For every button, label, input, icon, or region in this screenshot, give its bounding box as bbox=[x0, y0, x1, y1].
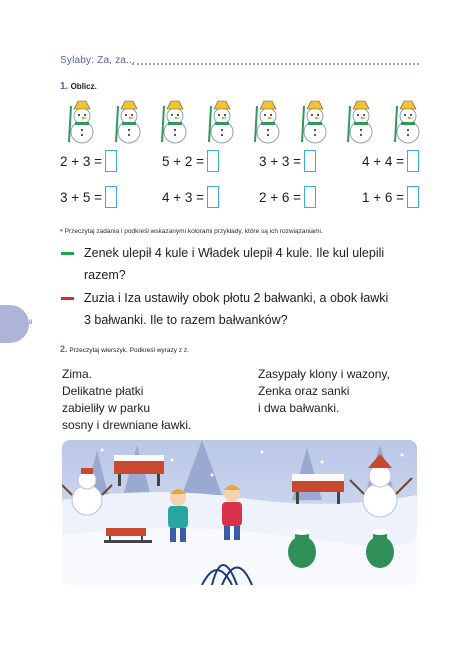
task1-heading bbox=[60, 81, 97, 92]
snowman-icon bbox=[112, 98, 146, 144]
task1-instruction: Oblicz. bbox=[70, 82, 97, 91]
equation-3 bbox=[259, 150, 316, 172]
equation-text: 2 + 6 = bbox=[259, 189, 302, 205]
answer-box[interactable] bbox=[407, 186, 419, 208]
snowman-icon bbox=[205, 98, 239, 144]
task2-instruction: Przeczytaj wierszyk. Podkreśl wyrazy z z. bbox=[69, 347, 189, 354]
snowman-icon bbox=[391, 98, 425, 144]
answer-box[interactable] bbox=[304, 150, 316, 172]
poem-right-column bbox=[258, 366, 390, 417]
snowman-row bbox=[65, 98, 425, 146]
story-1 bbox=[84, 242, 424, 286]
reading-instruction-row bbox=[60, 226, 323, 235]
sled bbox=[104, 528, 152, 543]
red-marker bbox=[61, 297, 74, 300]
page-number: 8 bbox=[29, 320, 33, 326]
equation-text: 3 + 3 = bbox=[259, 153, 302, 169]
equation-4 bbox=[362, 150, 419, 172]
reading-instruction: Przeczytaj zadania i podkreśl wskazanymi kolorami przykłady, które są ich rozwiązaniami. bbox=[64, 228, 323, 235]
poem-line: zabieliły w parku bbox=[62, 401, 151, 415]
story-1-line-1: Zenek ulepił 4 kule i Władek ulepił 4 kule. Ile kul ulepili bbox=[84, 246, 385, 260]
story-2 bbox=[84, 287, 424, 331]
task2-number: 2. bbox=[60, 344, 68, 354]
poem-left-column bbox=[62, 366, 191, 434]
answer-box[interactable] bbox=[304, 186, 316, 208]
title-dotted-line bbox=[132, 63, 419, 65]
equation-1 bbox=[60, 150, 117, 172]
equation-text: 4 + 3 = bbox=[162, 189, 205, 205]
answer-box[interactable] bbox=[207, 186, 219, 208]
poem-line: Delikatne płatki bbox=[62, 384, 144, 398]
equation-text: 5 + 2 = bbox=[162, 153, 205, 169]
task2-heading bbox=[60, 344, 189, 354]
equation-2 bbox=[162, 150, 219, 172]
green-marker bbox=[61, 252, 74, 255]
equation-8 bbox=[362, 186, 419, 208]
poem-line: sosny i drewniane ławki. bbox=[62, 418, 192, 432]
answer-box[interactable] bbox=[105, 186, 117, 208]
poem-line: Zenka oraz sanki bbox=[258, 384, 350, 398]
page-side-tab bbox=[0, 305, 29, 343]
answer-box[interactable] bbox=[407, 150, 419, 172]
winter-park-illustration bbox=[62, 440, 417, 585]
snowman-icon bbox=[65, 98, 99, 144]
story-1-line-2: razem? bbox=[84, 268, 126, 282]
task1-number: 1. bbox=[60, 81, 69, 92]
winter-scene-svg bbox=[62, 440, 417, 585]
equation-6 bbox=[162, 186, 219, 208]
snowman-icon bbox=[251, 98, 285, 144]
equation-text: 2 + 3 = bbox=[60, 153, 103, 169]
section-title: Sylaby: Za, za... bbox=[60, 55, 136, 66]
equation-text: 1 + 6 = bbox=[362, 189, 405, 205]
story-2-line-2: 3 bałwanki. Ile to razem bałwanków? bbox=[84, 313, 288, 327]
answer-box[interactable] bbox=[207, 150, 219, 172]
equation-text: 4 + 4 = bbox=[362, 153, 405, 169]
bullet: • bbox=[60, 226, 63, 235]
poem-line: i dwa bałwanki. bbox=[258, 401, 340, 415]
equation-5 bbox=[60, 186, 117, 208]
snowman-icon bbox=[158, 98, 192, 144]
poem-line: Zima. bbox=[62, 367, 92, 381]
answer-box[interactable] bbox=[105, 150, 117, 172]
snowman-icon bbox=[344, 98, 378, 144]
poem-line: Zasypały klony i wazony, bbox=[258, 367, 390, 381]
snowman-icon bbox=[298, 98, 332, 144]
story-2-line-1: Zuzia i Iza ustawiły obok płotu 2 bałwanki, a obok ławki bbox=[84, 291, 389, 305]
equation-7 bbox=[259, 186, 316, 208]
equation-text: 3 + 5 = bbox=[60, 189, 103, 205]
